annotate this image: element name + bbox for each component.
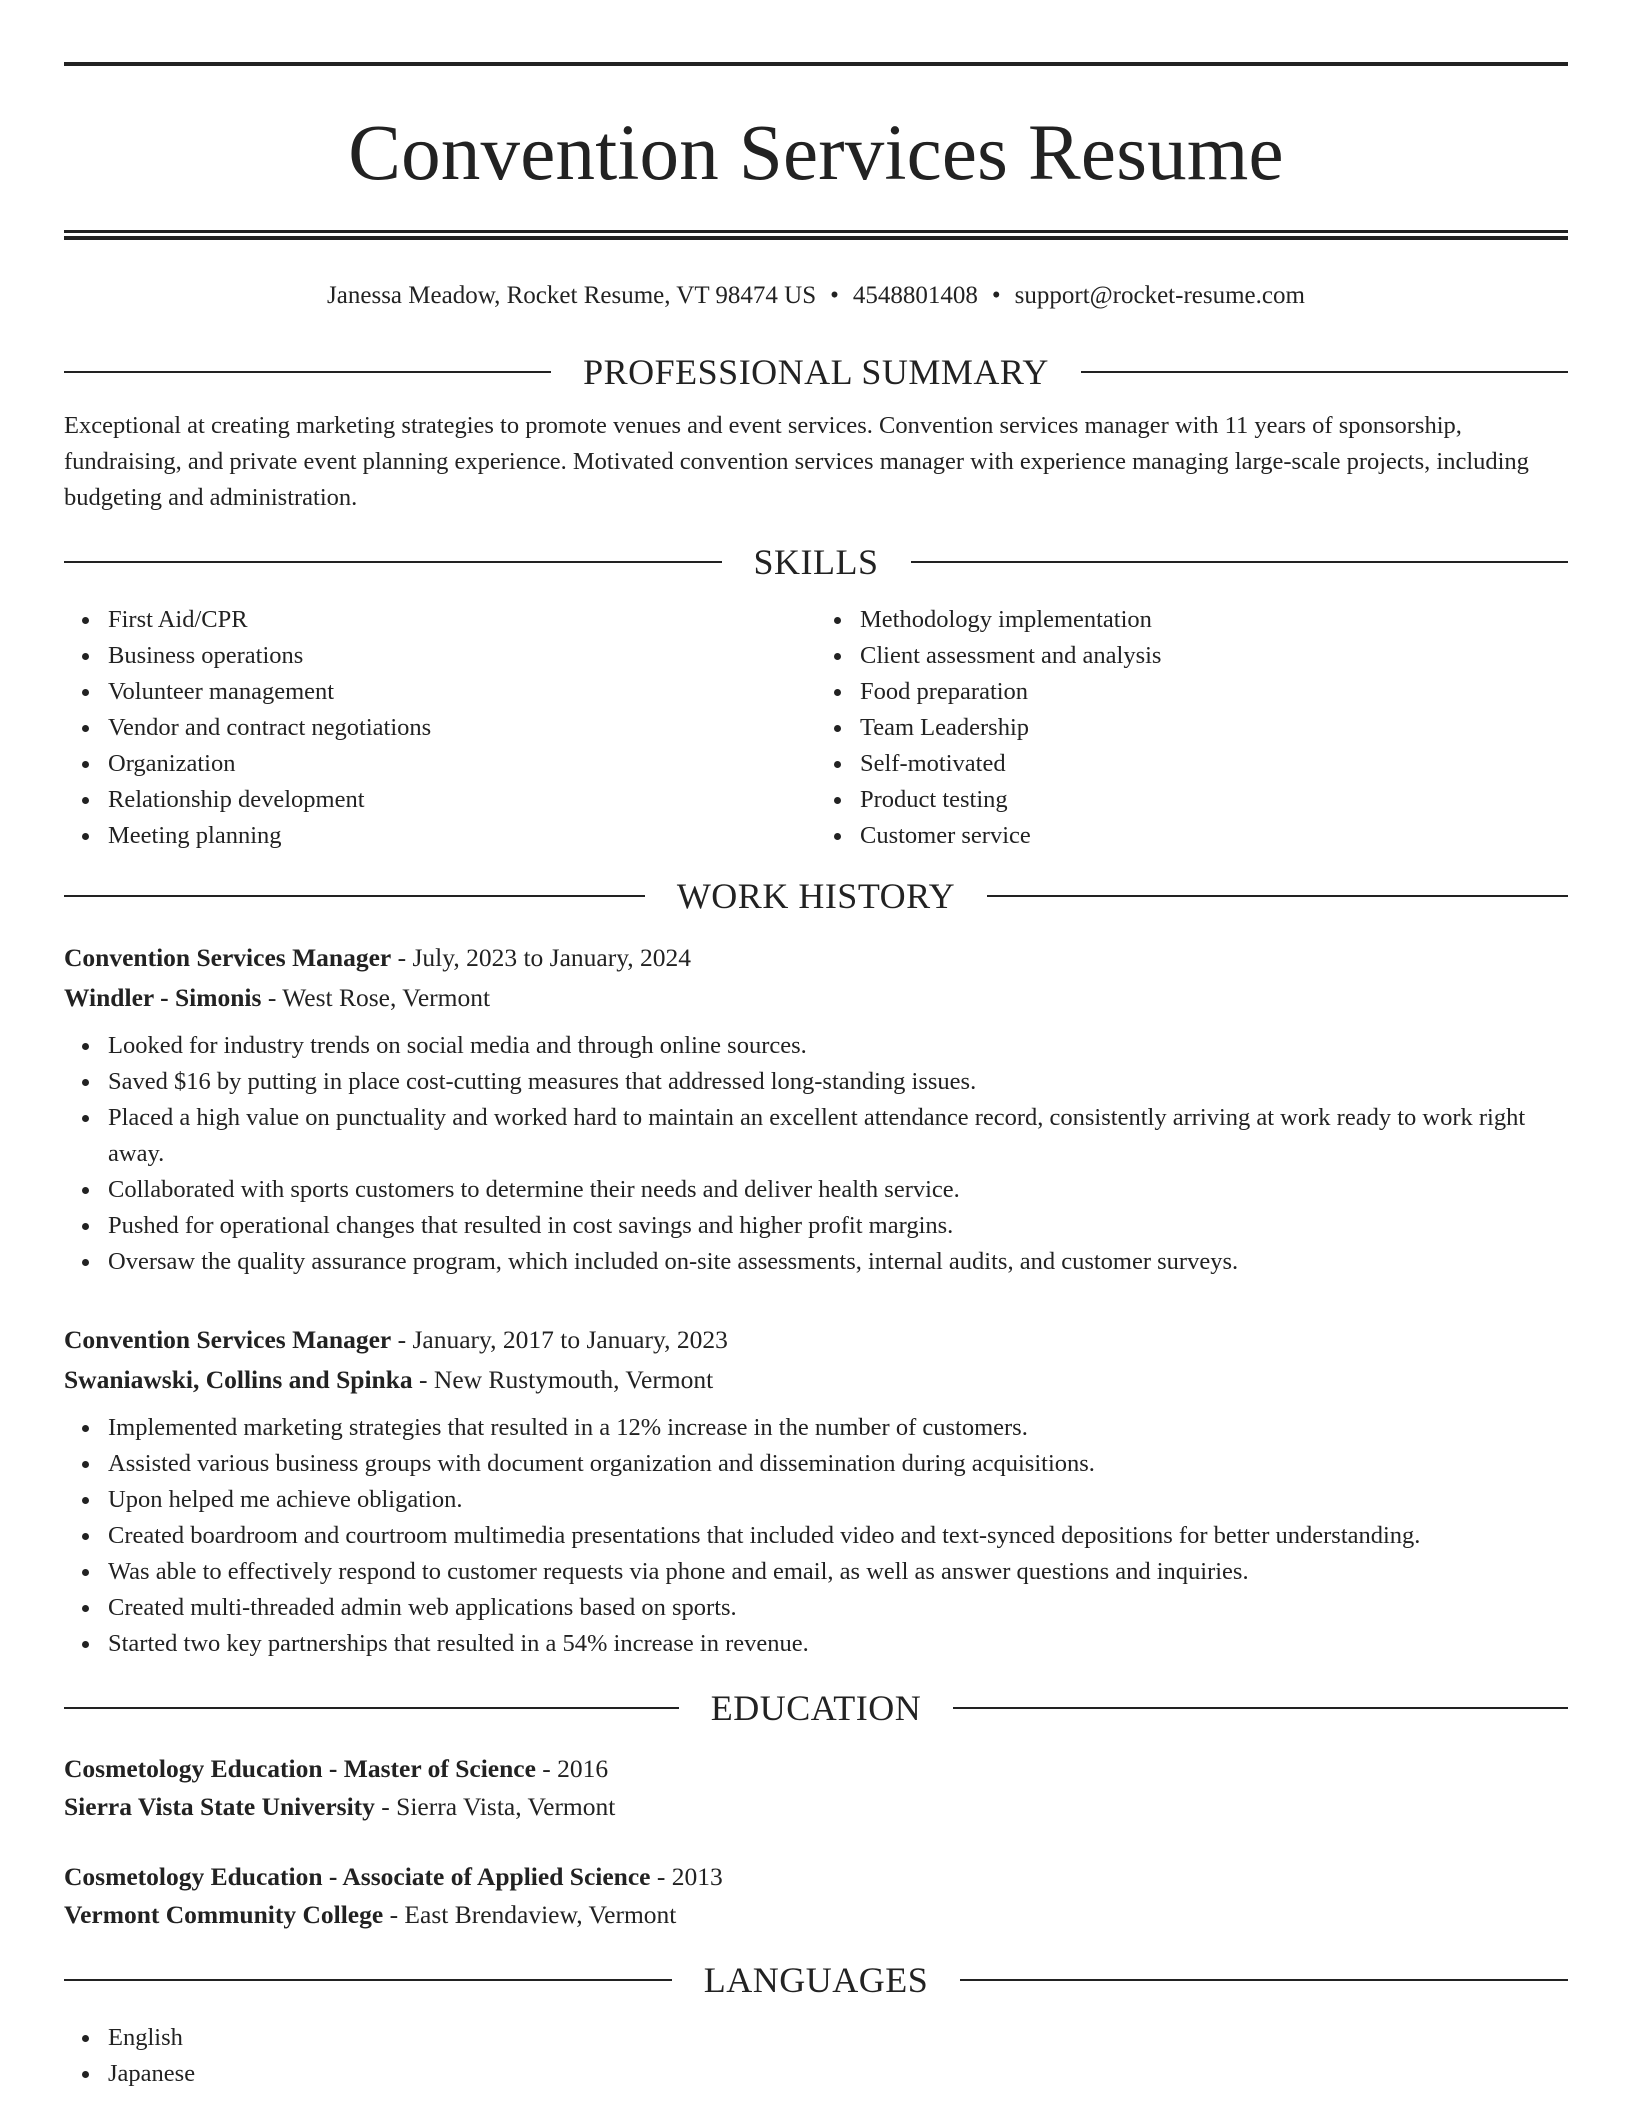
job-location: - West Rose, Vermont xyxy=(267,983,491,1012)
skills-list-left xyxy=(64,602,816,854)
job-bullet: Pushed for operational changes that resulted in cost savings and higher profit margins. xyxy=(108,1208,1568,1244)
job-bullet: Created multi-threaded admin web applications based on sports. xyxy=(108,1590,1568,1626)
job-company: Windler - Simonis xyxy=(64,983,262,1012)
work-heading: WORK HISTORY xyxy=(676,876,956,916)
education-entry xyxy=(64,1750,1568,1826)
contact-line xyxy=(64,280,1568,312)
job-bullet: Upon helped me achieve obligation. xyxy=(108,1482,1568,1518)
skills-columns xyxy=(64,602,1568,854)
summary-text: Exceptional at creating marketing strategies to promote venues and event services. Convention services manager with 11 years of sponsorship, fundraising, and private event planning experience. Motivated convention services manager with experience managing large-scale projects, including budgeting and administration. xyxy=(64,412,1529,511)
skills-list-right xyxy=(816,602,1568,854)
work-section-heading xyxy=(64,874,1568,918)
heading-rule-right xyxy=(960,1979,1568,1981)
heading-rule-left xyxy=(64,1979,672,1981)
job-bullet: Looked for industry trends on social media and through online sources. xyxy=(108,1028,1568,1064)
education-school: Vermont Community College xyxy=(64,1900,384,1929)
education-school-line xyxy=(64,1896,1568,1934)
contact-separator: • xyxy=(991,282,1001,309)
education-entry xyxy=(64,1858,1568,1934)
languages-list xyxy=(64,2020,1568,2092)
job-bullets xyxy=(64,1028,1568,1280)
heading-rule-right xyxy=(1081,371,1568,373)
job-title-line xyxy=(64,1320,1568,1360)
skill-item: Self-motivated xyxy=(860,746,1568,782)
education-degree: Cosmetology Education - Associate of Applied Science xyxy=(64,1862,651,1891)
job-title: Convention Services Manager xyxy=(64,1325,392,1354)
heading-rule-left xyxy=(64,895,645,897)
contact-email: support@rocket-resume.com xyxy=(1014,282,1305,309)
job-entry xyxy=(64,938,1568,1280)
heading-rule-left xyxy=(64,371,551,373)
heading-rule-right xyxy=(953,1707,1568,1709)
heading-rule-left xyxy=(64,561,722,563)
job-bullet: Collaborated with sports customers to determine their needs and deliver health service. xyxy=(108,1172,1568,1208)
education-school-line xyxy=(64,1788,1568,1826)
heading-rule-right xyxy=(911,561,1569,563)
skill-item: Meeting planning xyxy=(108,818,816,854)
heading-rule-left xyxy=(64,1707,679,1709)
skill-item: Relationship development xyxy=(108,782,816,818)
job-company: Swaniawski, Collins and Spinka xyxy=(64,1365,413,1394)
job-dates: - July, 2023 to January, 2024 xyxy=(397,943,692,972)
skill-item: Client assessment and analysis xyxy=(860,638,1568,674)
education-degree: Cosmetology Education - Master of Science xyxy=(64,1754,536,1783)
job-title-line xyxy=(64,938,1568,978)
summary-section-heading xyxy=(64,350,1568,394)
education-school: Sierra Vista State University xyxy=(64,1792,375,1821)
contact-phone: 4548801408 xyxy=(852,282,978,309)
job-location: - New Rustymouth, Vermont xyxy=(419,1365,714,1394)
job-title: Convention Services Manager xyxy=(64,943,392,972)
contact-address: Janessa Meadow, Rocket Resume, VT 98474 US xyxy=(327,282,817,309)
education-year: - 2016 xyxy=(542,1754,609,1783)
top-rule xyxy=(64,62,1568,66)
skill-item: Team Leadership xyxy=(860,710,1568,746)
job-bullet: Oversaw the quality assurance program, which included on-site assessments, internal audits, and customer surveys. xyxy=(108,1244,1568,1280)
education-degree-line xyxy=(64,1858,1568,1896)
education-location: - East Brendaview, Vermont xyxy=(389,1900,677,1929)
skill-item: First Aid/CPR xyxy=(108,602,816,638)
summary-heading: PROFESSIONAL SUMMARY xyxy=(583,352,1049,392)
heading-rule-right xyxy=(987,895,1568,897)
skill-item: Product testing xyxy=(860,782,1568,818)
job-bullet: Assisted various business groups with document organization and dissemination during acquisitions. xyxy=(108,1446,1568,1482)
skills-heading: SKILLS xyxy=(753,542,879,582)
skill-item: Methodology implementation xyxy=(860,602,1568,638)
job-bullet: Was able to effectively respond to customer requests via phone and email, as well as answer questions and inquiries. xyxy=(108,1554,1568,1590)
languages-section-heading xyxy=(64,1958,1568,2002)
job-company-line xyxy=(64,1360,1568,1400)
education-year: - 2013 xyxy=(656,1862,723,1891)
resume-page xyxy=(64,0,1568,2092)
skill-item: Business operations xyxy=(108,638,816,674)
job-bullet: Implemented marketing strategies that resulted in a 12% increase in the number of customers. xyxy=(108,1410,1568,1446)
languages-heading: LANGUAGES xyxy=(703,1960,929,2000)
skill-item: Food preparation xyxy=(860,674,1568,710)
skill-item: Vendor and contract negotiations xyxy=(108,710,816,746)
job-dates: - January, 2017 to January, 2023 xyxy=(397,1325,728,1354)
language-item: Japanese xyxy=(108,2056,1568,2092)
job-bullet: Placed a high value on punctuality and worked hard to maintain an excellent attendance record, consistently arriving at work ready to work right away. xyxy=(108,1100,1568,1172)
job-bullet: Started two key partnerships that resulted in a 54% increase in revenue. xyxy=(108,1626,1568,1662)
job-company-line xyxy=(64,978,1568,1018)
language-item: English xyxy=(108,2020,1568,2056)
education-section-heading xyxy=(64,1686,1568,1730)
skill-item: Volunteer management xyxy=(108,674,816,710)
skill-item: Customer service xyxy=(860,818,1568,854)
title-double-rule xyxy=(64,230,1568,240)
job-bullet: Saved $16 by putting in place cost-cutting measures that addressed long-standing issues. xyxy=(108,1064,1568,1100)
contact-separator: • xyxy=(830,282,839,309)
job-bullets xyxy=(64,1410,1568,1662)
education-location: - Sierra Vista, Vermont xyxy=(381,1792,616,1821)
job-bullet: Created boardroom and courtroom multimedia presentations that included video and text-synced depositions for better understanding. xyxy=(108,1518,1568,1554)
education-heading: EDUCATION xyxy=(710,1688,922,1728)
document-title: Convention Services Resume xyxy=(348,110,1284,197)
skills-section-heading xyxy=(64,540,1568,584)
skill-item: Organization xyxy=(108,746,816,782)
job-entry xyxy=(64,1320,1568,1662)
education-degree-line xyxy=(64,1750,1568,1788)
